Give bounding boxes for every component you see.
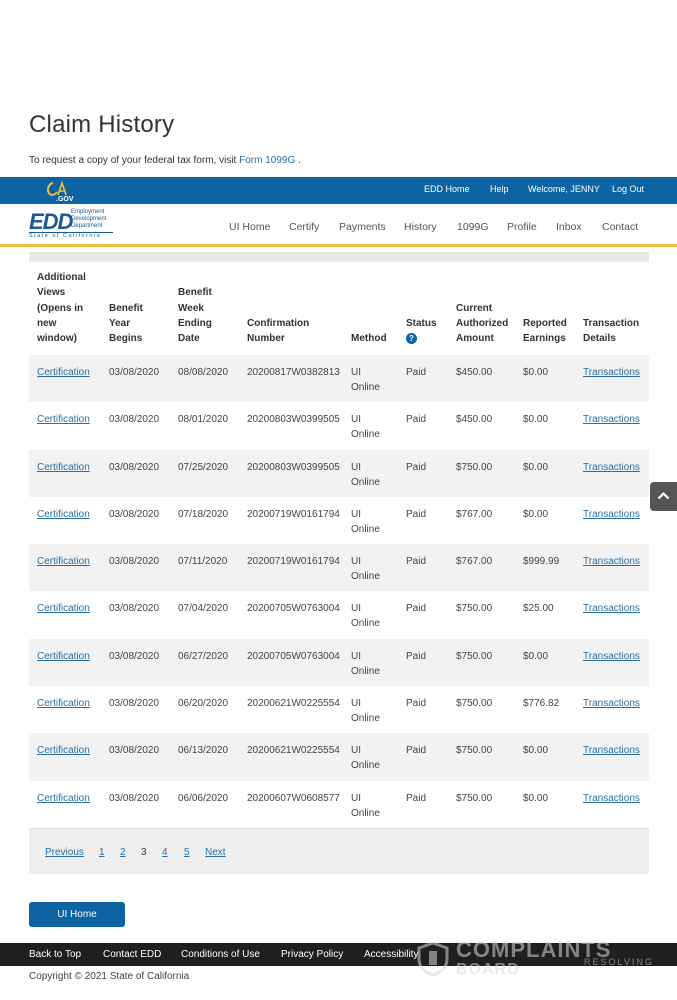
cell-confirmation-number: 20200817W0382813 <box>247 367 340 378</box>
cell-method-line: UI <box>351 367 361 378</box>
certification-link[interactable]: Certification <box>37 698 90 710</box>
cell-authorized-amount: $750.00 <box>456 792 493 804</box>
certification-link[interactable]: Certification <box>37 367 90 378</box>
cell-confirmation-number: 20200719W0161794 <box>247 508 340 520</box>
footer-privacy-policy[interactable]: Privacy Policy <box>281 949 344 960</box>
transactions-link[interactable]: Transactions <box>583 745 640 757</box>
header-gold-stripe <box>0 244 677 247</box>
cell-benefit-year-begins: 03/08/2020 <box>109 745 160 757</box>
cell-method-line: Online <box>351 618 380 630</box>
transactions-link[interactable]: Transactions <box>583 603 640 615</box>
ui-home-button[interactable]: UI Home <box>29 902 125 927</box>
header-line: Views <box>37 287 66 299</box>
page-title: Claim History <box>29 111 175 138</box>
cell-confirmation-number: 20200705W0763004 <box>247 603 340 615</box>
header-method <box>351 331 387 346</box>
cell-week-ending-date: 06/13/2020 <box>178 745 229 757</box>
certification-link[interactable]: Certification <box>37 461 90 473</box>
cell-authorized-amount: $750.00 <box>456 745 493 757</box>
cell-benefit-year-begins: 03/08/2020 <box>109 698 160 710</box>
transactions-link[interactable]: Transactions <box>583 792 640 804</box>
cell-method <box>351 601 380 631</box>
cell-week-ending-date: 07/25/2020 <box>178 461 229 473</box>
table-row <box>29 639 649 686</box>
cell-method-line: Online <box>351 523 380 535</box>
welcome-user[interactable]: Welcome, JENNY <box>528 184 600 194</box>
cell-authorized-amount: $750.00 <box>456 698 493 710</box>
header-line: new <box>37 317 57 329</box>
edd-home-link[interactable]: EDD Home <box>424 184 470 194</box>
cell-method-line: UI <box>351 745 361 757</box>
cell-method-line: Online <box>351 476 380 488</box>
cell-method-line: UI <box>351 603 361 615</box>
cell-reported-earnings: $0.00 <box>523 650 549 662</box>
transactions-link[interactable]: Transactions <box>583 650 640 662</box>
cell-authorized-amount: $767.00 <box>456 556 493 568</box>
cell-reported-earnings: $0.00 <box>523 792 549 804</box>
header-additional-views <box>37 270 86 346</box>
certification-link[interactable]: Certification <box>37 745 90 757</box>
cell-authorized-amount: $450.00 <box>456 367 493 378</box>
cell-method-line: UI <box>351 508 361 520</box>
pagination-page[interactable]: 2 <box>120 847 126 858</box>
cell-benefit-year-begins: 03/08/2020 <box>109 792 160 804</box>
cell-method-line: Online <box>351 807 380 819</box>
cell-benefit-year-begins: 03/08/2020 <box>109 603 160 615</box>
header-line: Amount <box>456 333 494 345</box>
pagination-previous[interactable]: Previous <box>45 847 84 858</box>
cell-method <box>351 460 380 490</box>
pagination-next[interactable]: Next <box>205 847 226 858</box>
cell-benefit-year-begins: 03/08/2020 <box>109 367 160 378</box>
cell-confirmation-number: 20200803W0399505 <box>247 461 340 473</box>
header-line: Method <box>351 333 387 345</box>
cell-status: Paid <box>406 508 427 520</box>
header-line: Additional <box>37 272 86 283</box>
status-help-icon[interactable]: ? <box>406 333 417 344</box>
cell-method <box>351 791 380 821</box>
cell-status: Paid <box>406 650 427 662</box>
header-line: Week <box>178 302 204 314</box>
edd-dept-line: Employment <box>71 209 105 215</box>
edd-logo-dept <box>71 209 106 230</box>
cell-method <box>351 365 380 395</box>
header-line: Earnings <box>523 333 566 345</box>
cell-reported-earnings: $0.00 <box>523 745 549 757</box>
watermark-line2: BOARD <box>456 961 520 978</box>
header-line: Current <box>456 302 493 314</box>
cell-confirmation-number: 20200705W0763004 <box>247 650 340 662</box>
edd-dept-line: Department <box>71 223 103 229</box>
pagination-page[interactable]: 1 <box>99 847 105 858</box>
cell-confirmation-number: 20200621W0225554 <box>247 698 340 710</box>
cell-confirmation-number: 20200607W0608577 <box>247 792 340 804</box>
cell-status: Paid <box>406 745 427 757</box>
header-line: window) <box>37 333 77 345</box>
cell-method-line: UI <box>351 461 361 473</box>
table-body <box>29 355 649 828</box>
cell-reported-earnings: $999.99 <box>523 556 560 568</box>
chevron-up-icon <box>657 491 670 500</box>
pagination <box>29 828 649 874</box>
header-benefit-week-ending <box>178 285 212 346</box>
cell-week-ending-date: 06/27/2020 <box>178 650 229 662</box>
nav-profile[interactable]: Profile <box>507 221 537 233</box>
transactions-link[interactable]: Transactions <box>583 698 640 710</box>
tax-note-suffix: . <box>295 155 301 166</box>
header-line: Reported <box>523 317 567 329</box>
header-benefit-year-begins <box>109 301 143 347</box>
cell-method-line: Online <box>351 760 380 772</box>
nav-history[interactable]: History <box>404 221 437 233</box>
cell-method-line: Online <box>351 665 380 677</box>
nav-contact[interactable]: Contact <box>602 221 639 233</box>
certification-link[interactable]: Certification <box>37 508 90 520</box>
cell-method <box>351 696 380 726</box>
pagination-page[interactable]: 5 <box>184 847 190 858</box>
pagination-page[interactable]: 4 <box>162 847 168 858</box>
cell-week-ending-date: 07/04/2020 <box>178 603 229 615</box>
table-top-band <box>29 252 649 262</box>
cell-authorized-amount: $750.00 <box>456 603 493 615</box>
nav-inbox[interactable]: Inbox <box>556 221 582 233</box>
edd-logo-mark: EDD <box>29 209 73 234</box>
cell-week-ending-date: 06/20/2020 <box>178 698 229 710</box>
cell-method-line: Online <box>351 429 380 441</box>
header-status <box>406 316 437 347</box>
cell-authorized-amount: $450.00 <box>456 414 493 426</box>
cell-reported-earnings: $0.00 <box>523 414 549 426</box>
table-row <box>29 686 649 733</box>
cell-reported-earnings: $0.00 <box>523 508 549 520</box>
form-1099g-link[interactable]: Form 1099G <box>239 155 296 166</box>
header-reported-earnings <box>523 316 567 347</box>
cell-week-ending-date: 07/11/2020 <box>178 556 228 568</box>
edd-logo[interactable] <box>29 207 119 240</box>
cell-method <box>351 743 380 773</box>
footer-accessibility[interactable]: Accessibility <box>364 949 419 960</box>
transactions-link[interactable]: Transactions <box>583 414 640 426</box>
cell-method-line: UI <box>351 650 361 662</box>
cell-method-line: UI <box>351 556 361 568</box>
tax-form-note <box>29 155 301 166</box>
header-line: Confirmation <box>247 317 310 329</box>
cell-reported-earnings: $776.82 <box>523 698 560 710</box>
cell-reported-earnings: $0.00 <box>523 367 549 378</box>
cell-method-line: UI <box>351 414 361 426</box>
footer-back-to-top[interactable]: Back to Top <box>29 949 82 960</box>
nav-payments[interactable]: Payments <box>339 221 386 233</box>
header-line: Status <box>406 317 437 329</box>
scroll-to-top-button[interactable] <box>650 482 677 511</box>
pagination-current-page: 3 <box>141 847 147 858</box>
footer-contact-edd[interactable]: Contact EDD <box>103 949 162 960</box>
cell-benefit-year-begins: 03/08/2020 <box>109 650 160 662</box>
certification-link[interactable]: Certification <box>37 414 90 426</box>
header-line: Benefit <box>109 302 143 314</box>
cell-confirmation-number: 20200719W0161794 <box>247 556 340 568</box>
header-confirmation-number <box>247 316 309 347</box>
watermark-line3: RESOLVING <box>584 957 654 967</box>
cell-authorized-amount: $750.00 <box>456 650 493 662</box>
header-line: Ending <box>178 317 212 329</box>
cell-status: Paid <box>406 698 427 710</box>
table-row <box>29 591 649 638</box>
table-row <box>29 733 649 780</box>
table-row <box>29 544 649 591</box>
cell-status: Paid <box>406 367 427 378</box>
cell-status: Paid <box>406 556 427 568</box>
footer-conditions-of-use[interactable]: Conditions of Use <box>181 949 260 960</box>
transactions-link[interactable]: Transactions <box>583 367 640 378</box>
cell-status: Paid <box>406 461 427 473</box>
cell-week-ending-date: 08/01/2020 <box>178 414 229 426</box>
ca-gov-logo[interactable] <box>44 180 78 202</box>
table-row <box>29 355 649 402</box>
cell-method <box>351 507 380 537</box>
cell-method-line: UI <box>351 792 361 804</box>
edd-logo-state: State of California <box>29 232 113 239</box>
header-transaction-details <box>583 316 639 347</box>
transactions-link[interactable]: Transactions <box>583 556 640 568</box>
cell-authorized-amount: $750.00 <box>456 461 493 473</box>
header-line: Benefit <box>178 287 212 299</box>
edd-dept-line: Development <box>71 216 107 222</box>
header-line: Begins <box>109 333 143 345</box>
cell-benefit-year-begins: 03/08/2020 <box>109 461 160 473</box>
ca-gov-logo-text: .GOV <box>56 196 74 202</box>
header-line: Year <box>109 317 131 329</box>
cell-method-line: Online <box>351 571 380 583</box>
cell-method-line: Online <box>351 382 380 393</box>
cell-benefit-year-begins: 03/08/2020 <box>109 508 160 520</box>
table-row <box>29 402 649 449</box>
header-line: Details <box>583 333 616 345</box>
cell-confirmation-number: 20200803W0399505 <box>247 414 340 426</box>
cell-status: Paid <box>406 792 427 804</box>
nav-1099g[interactable]: 1099G <box>457 221 489 233</box>
transactions-link[interactable]: Transactions <box>583 508 640 520</box>
cell-method <box>351 554 380 584</box>
table-row <box>29 497 649 544</box>
watermark-line1: COMPLAINTS <box>456 937 612 962</box>
cell-status: Paid <box>406 603 427 615</box>
cell-benefit-year-begins: 03/08/2020 <box>109 556 160 568</box>
cell-confirmation-number: 20200621W0225554 <box>247 745 340 757</box>
header-line: Transaction <box>583 317 640 329</box>
cell-reported-earnings: $0.00 <box>523 461 549 473</box>
nav-ui-home[interactable]: UI Home <box>229 221 271 233</box>
table-row <box>29 450 649 497</box>
cell-method <box>351 412 380 442</box>
nav-certify[interactable]: Certify <box>289 221 320 233</box>
help-link[interactable]: Help <box>490 184 509 194</box>
log-out-link[interactable]: Log Out <box>612 184 645 194</box>
tax-note-prefix: To request a copy of your federal tax form, visit <box>29 155 240 166</box>
cell-authorized-amount: $767.00 <box>456 508 493 520</box>
copyright-text: Copyright © 2021 State of California <box>29 971 190 982</box>
certification-link[interactable]: Certification <box>37 650 90 662</box>
cell-status: Paid <box>406 414 427 426</box>
table-header <box>29 262 649 355</box>
header-line: Date <box>178 333 200 345</box>
cell-benefit-year-begins: 03/08/2020 <box>109 414 160 426</box>
cell-week-ending-date: 08/08/2020 <box>178 367 229 378</box>
cell-reported-earnings: $25.00 <box>523 603 554 615</box>
certification-link[interactable]: Certification <box>37 556 90 568</box>
header-line: (Opens in <box>37 302 84 314</box>
certification-link[interactable]: Certification <box>37 792 90 804</box>
claim-history-table <box>29 252 649 828</box>
cell-method <box>351 649 380 679</box>
transactions-link[interactable]: Transactions <box>583 461 640 473</box>
cell-method-line: Online <box>351 713 380 725</box>
cell-week-ending-date: 07/18/2020 <box>178 508 229 520</box>
cell-method-line: UI <box>351 698 361 710</box>
certification-link[interactable]: Certification <box>37 603 90 615</box>
table-row <box>29 781 649 828</box>
cell-week-ending-date: 06/06/2020 <box>178 792 229 804</box>
header-current-authorized-amount <box>456 301 508 347</box>
header-line: Authorized <box>456 317 509 329</box>
header-line: Number <box>247 333 285 345</box>
